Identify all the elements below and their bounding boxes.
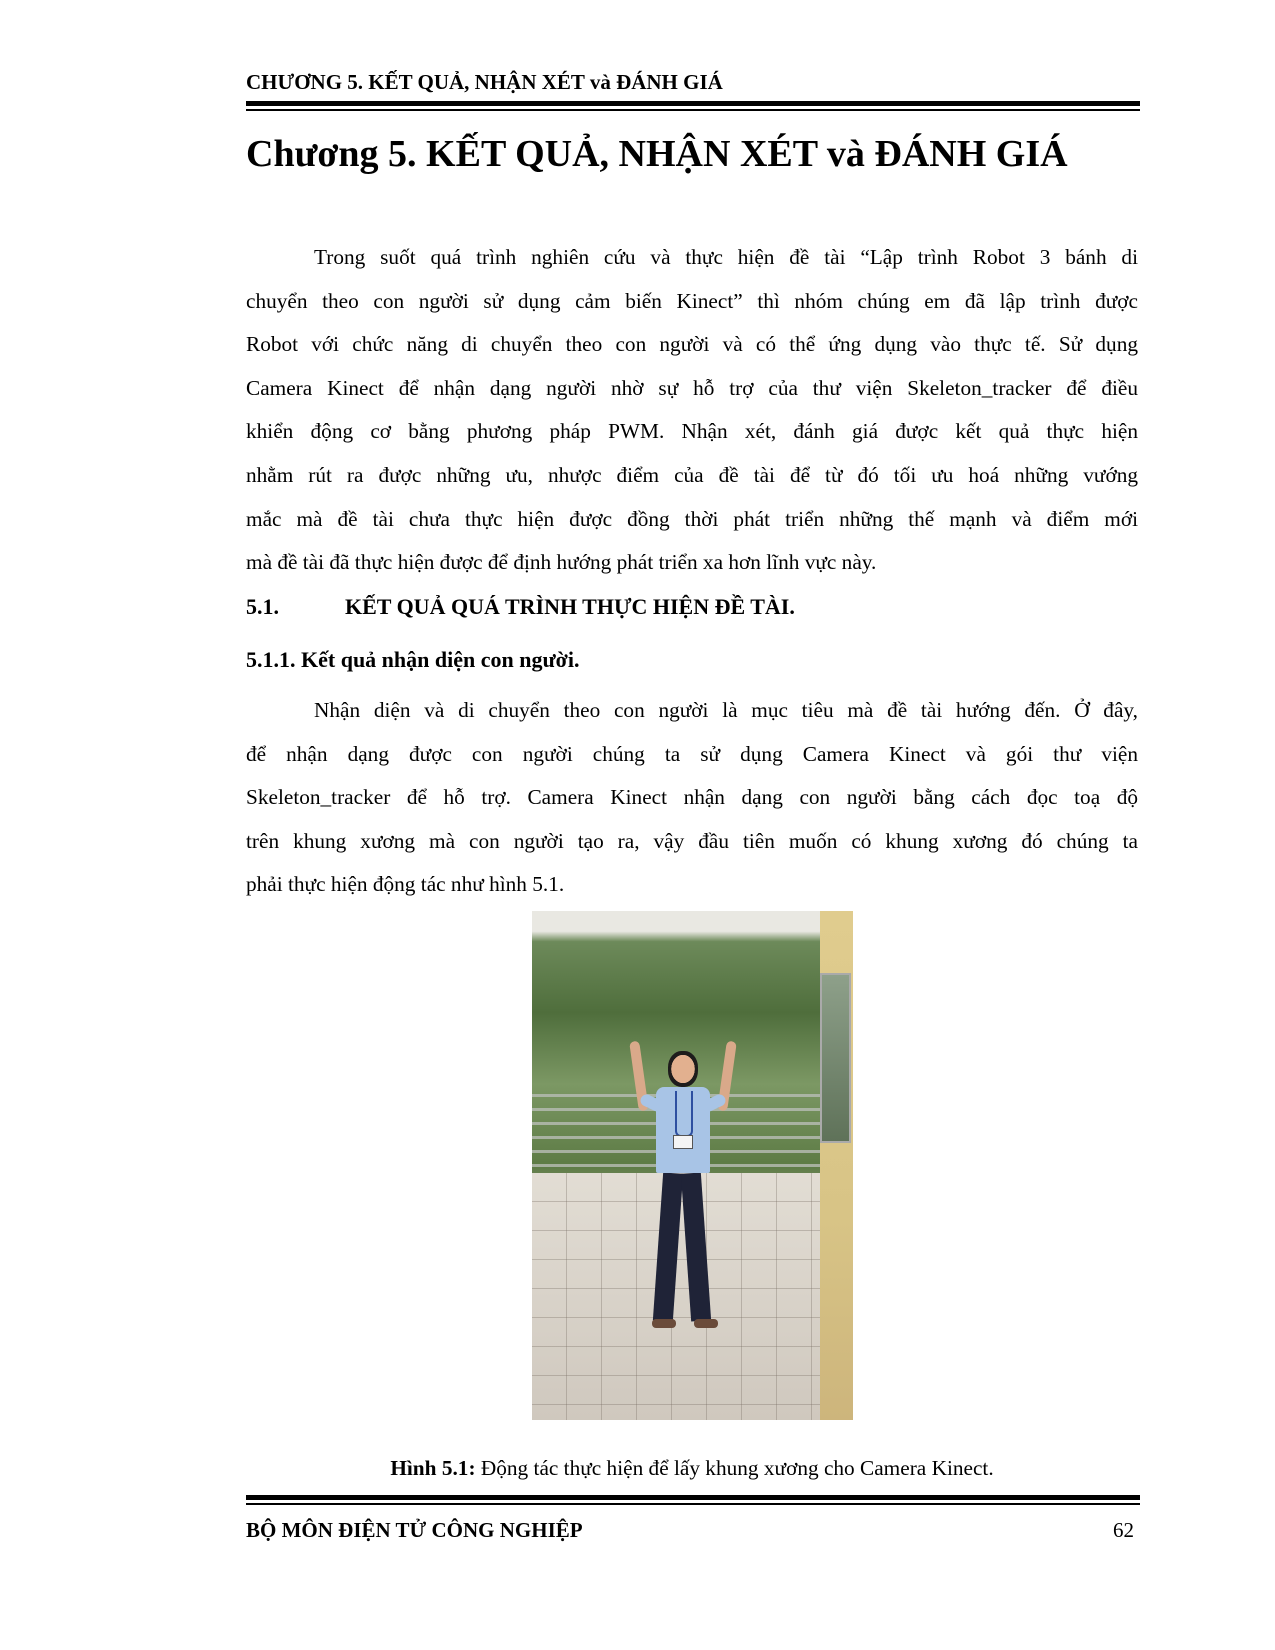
photo-window <box>820 973 851 1143</box>
text-line: mắc mà đề tài chưa thực hiện được đồng thời phát triển những thế mạnh và điểm mới <box>246 506 1138 531</box>
text-line: Trong suốt quá trình nghiên cứu và thực hiện đề tài “Lập trình Robot 3 bánh di <box>314 245 1138 269</box>
text-line: phải thực hiện động tác như hình 5.1. <box>246 872 565 897</box>
footer-department: BỘ MÔN ĐIỆN TỬ CÔNG NGHIỆP <box>246 1518 583 1542</box>
section-heading-5-1 <box>246 594 795 620</box>
text-line: khiển động cơ bằng phương pháp PWM. Nhận xét, đánh giá được kết quả thực hiện <box>246 419 1138 444</box>
footer-rule-thin <box>246 1503 1140 1505</box>
text-line: Skeleton_tracker để hỗ trợ. Camera Kinect nhận dạng con người bằng cách đọc toạ độ <box>246 785 1138 810</box>
person-badge <box>673 1135 693 1149</box>
text-line: nhằm rút ra được những ưu, nhược điểm của đề tài để từ đó tối ưu hoá những vướng <box>246 462 1138 487</box>
person-leg-left <box>653 1172 683 1321</box>
text-line: để nhận dạng được con người chúng ta sử dụng Camera Kinect và gói thư viện <box>246 741 1138 766</box>
text-line: Robot với chức năng di chuyển theo con người và có thể ứng dụng vào thực tế. Sử dụng <box>246 332 1138 357</box>
chapter-title: Chương 5. KẾT QUẢ, NHẬN XÉT và ĐÁNH GIÁ <box>246 133 1068 175</box>
body-paragraph <box>246 689 1138 907</box>
figure-caption-text: Động tác thực hiện để lấy khung xương cho Camera Kinect. <box>475 1456 994 1480</box>
intro-paragraph <box>246 236 1138 585</box>
section-title: KẾT QUẢ QUÁ TRÌNH THỰC HIỆN ĐỀ TÀI. <box>345 594 795 619</box>
figure-caption <box>246 1456 1138 1481</box>
text-line: chuyển theo con người sử dụng cảm biến Kinect” thì nhóm chúng em đã lập trình được <box>246 288 1138 313</box>
person-leg-right <box>681 1172 711 1321</box>
header-rule-thin <box>246 109 1140 111</box>
person-lanyard <box>675 1091 693 1137</box>
section-number: 5.1. <box>246 594 279 619</box>
figure-photo <box>532 911 853 1420</box>
person-head <box>668 1051 698 1087</box>
photo-person <box>628 1051 738 1351</box>
person-foot-left <box>652 1319 676 1328</box>
subsection-heading-5-1-1: 5.1.1. Kết quả nhận diện con người. <box>246 647 580 672</box>
figure-caption-label: Hình 5.1: <box>390 1456 476 1480</box>
running-header: CHƯƠNG 5. KẾT QUẢ, NHẬN XÉT và ĐÁNH GIÁ <box>246 70 723 94</box>
footer-rule-thick <box>246 1495 1140 1500</box>
text-line: Camera Kinect để nhận dạng người nhờ sự hỗ trợ của thư viện Skeleton_tracker để điều <box>246 375 1138 400</box>
text-line: Nhận diện và di chuyển theo con người là mục tiêu mà đề tài hướng đến. Ở đây, <box>314 698 1138 722</box>
text-line: mà đề tài đã thực hiện được để định hướng phát triển xa hơn lĩnh vực này. <box>246 550 877 575</box>
text-line: trên khung xương mà con người tạo ra, vậy đầu tiên muốn có khung xương đó chúng ta <box>246 828 1138 853</box>
header-rule-thick <box>246 101 1140 106</box>
page-number: 62 <box>1113 1518 1134 1542</box>
person-foot-right <box>694 1319 718 1328</box>
